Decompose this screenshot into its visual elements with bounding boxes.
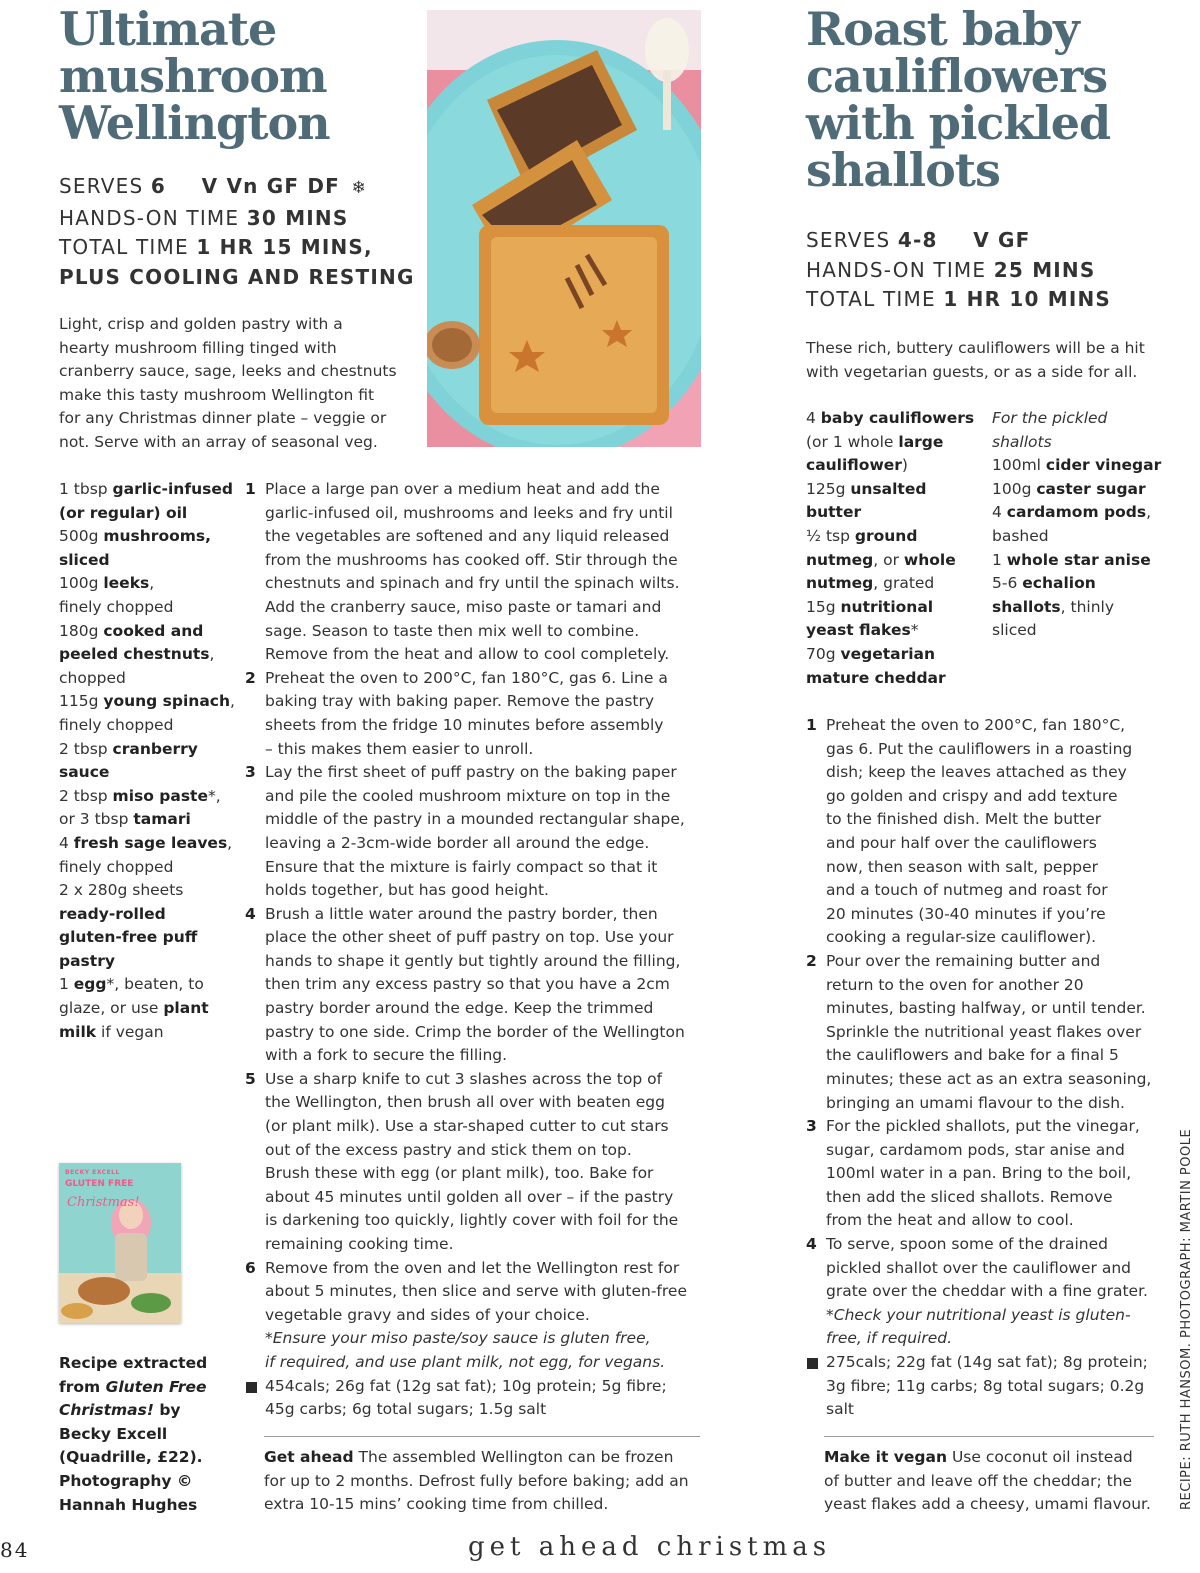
ingredient-line: sliced [992,621,1037,640]
method-step: 1 Preheat the oven to 200°C, fan 180°C, [806,714,1151,738]
diet-tags: V Vn GF DF [201,174,341,198]
ingredient-line: nutmeg, grated [806,574,935,593]
footnote: *Ensure your miso paste/soy sauce is gluten free, [265,1329,651,1348]
step-number: 1 [806,716,817,734]
method-step-line: sugar, cardamom pods, star anise and [826,1140,1125,1159]
ingredient-line: glaze, or use plant [59,999,209,1018]
method-step-line: about 45 minutes until golden all over – if the pastry [265,1187,674,1206]
wellington-photo [427,10,701,447]
ingredient-line: from Gluten Free [59,1377,207,1396]
recipe-meta-wellington: SERVES 6 V Vn GF DF ❄ HANDS-ON TIME 30 MINS TOTAL TIME 1 HR 15 MINS, PLUS COOLING AND RESTING [59,174,415,289]
recipe-intro-wellington: Light, crisp and golden pastry with a hearty mushroom filling tinged with cranberry sauce, sage, leeks and chestnuts make this tasty mushroom Wellington fit for any Christmas dinner plate – veggie or not. Serve with an array of seasonal veg. [59,315,397,451]
ingredient-line: 15g nutritional [806,597,934,616]
method-step: 3 For the pickled shallots, put the vinegar, [806,1115,1151,1139]
method-step-line: place the other sheet of puff pastry on top. Use your [265,928,674,947]
method-step-line: with a fork to secure the filling. [265,1046,508,1065]
recipe-intro-cauliflowers: These rich, buttery cauliflowers will be a hit with vegetarian guests, or as a side for all. [806,339,1145,381]
ingredient-line: 180g cooked and [59,621,204,640]
method-step-line: garlic-infused oil, mushrooms and leeks and fry until [265,503,673,522]
method-step-line: sage. Season to taste then mix well to combine. [265,621,640,640]
wellington-photo-image [427,10,701,447]
method-step-line: the vegetables are softened and any liquid released [265,527,670,546]
method-step-line: – this makes them easier to unroll. [265,739,534,758]
recipe-title-cauliflowers: Roast baby cauliflowers with pickled shallots [806,2,1111,197]
ingredient-line: bashed [992,526,1049,545]
method-step-line: chestnuts and spinach and fry until the spinach wilts. [265,574,680,593]
method-cauliflowers [806,714,1151,1422]
method-step-line: (or plant milk). Use a star-shaped cutter to cut stars [265,1117,669,1136]
ingredient-line: 125g unsalted [806,479,927,498]
method-step-line: and pour half over the cauliflowers [826,833,1097,852]
method-step-line: Add the cranberry sauce, miso paste or tamari and [265,597,662,616]
method-step-line: sheets from the fridge 10 minutes before assembly [265,715,664,734]
ingredient-line: 70g vegetarian [806,644,936,663]
nutrition-info: 3g fibre; 11g carbs; 8g total sugars; 0.2g [826,1376,1145,1395]
section-footer: get ahead christmas [468,1532,832,1562]
method-step-line: return to the oven for another 20 [826,975,1084,994]
step-number: 3 [806,1117,817,1136]
ingredient-line: (or 1 whole large [806,432,944,451]
book-cover-script: Christmas! [67,1195,140,1210]
ingredient-line: shallots, thinly [992,597,1115,616]
ingredient-line: cauliflower) [806,456,908,475]
method-step-line: vegetable gravy and sides of your choice. [265,1305,590,1324]
ingredient-line: yeast flakes* [806,621,919,640]
step-number: 4 [806,1235,817,1254]
method-step: 6 Remove from the oven and let the Wellington rest for [245,1257,687,1281]
method-step-line: pastry border around the edge. Keep the trimmed [265,999,654,1018]
method-step-line: to the finished dish. Melt the butter [826,810,1102,829]
method-step-line: 100ml water in a pan. Bring to the boil, [826,1164,1132,1183]
method-step: 4 To serve, spoon some of the drained [806,1233,1151,1257]
ingredient-line: peeled chestnuts, [59,645,215,664]
ingredient-line: 100ml cider vinegar [992,456,1162,475]
method-step-line: now, then season with salt, pepper [826,857,1099,876]
ingredient-line: 1 egg*, beaten, to [59,975,204,994]
nutrition-info: salt [826,1400,854,1419]
method-step-line: Brush these with egg (or plant milk), too. Bake for [265,1164,654,1183]
square-bullet-icon [807,1358,818,1369]
ingredient-line: Christmas! by [59,1401,181,1420]
method-step-line: minutes, basting halfway, or until tender. [826,999,1146,1018]
ingredient-line: mature cheddar [806,668,946,687]
method-step-line: pickled shallot over the cauliflower and [826,1258,1131,1277]
pickled-shallots-heading: For the pickled [992,409,1108,427]
square-bullet-icon [246,1382,257,1393]
method-step-line: 20 minutes (30-40 minutes if you’re [826,904,1106,923]
ingredient-line: Becky Excell [59,1424,168,1443]
ingredient-line: finely chopped [59,715,174,734]
ingredient-line: 2 x 280g sheets [59,881,184,900]
step-number: 6 [245,1258,256,1277]
footnote: *Check your nutritional yeast is gluten- [826,1305,1131,1324]
ingredient-line: milk if vegan [59,1022,164,1041]
ingredients-cauliflowers [806,407,974,690]
step-number: 2 [245,668,256,687]
method-step-line: bringing an umami flavour to the dish. [826,1093,1125,1112]
recipe-title-wellington: Ultimate mushroom Wellington [59,2,330,150]
method-step-line: from the mushrooms has cooked off. Stir through the [265,550,678,569]
method-step-line: gas 6. Put the cauliflowers in a roasting [826,739,1133,758]
ingredient-line: Recipe extracted [59,1354,208,1372]
ingredient-line: finely chopped [59,597,174,616]
method-wellington [245,478,687,1422]
step-number: 4 [245,904,256,923]
method-step-line: holds together, but has good height. [265,881,549,900]
recipe-meta-cauliflowers: SERVES 4-8 V GF HANDS-ON TIME 25 MINS TOTAL TIME 1 HR 10 MINS [806,228,1112,311]
ingredient-line: 4 cardamom pods, [992,503,1151,522]
footnote: if required, and use plant milk, not egg, for vegans. [265,1352,666,1371]
ingredient-line: 4 fresh sage leaves, [59,833,233,852]
ingredient-line: pastry [59,951,115,970]
method-step-line: from the heat and allow to cool. [826,1211,1074,1230]
method-step: 4 Brush a little water around the pastry border, then [245,903,687,927]
method-step-line: hands to shape it gently but tightly around the filling, [265,951,681,970]
footnote: free, if required. [826,1329,952,1348]
ingredient-line: butter [806,503,862,522]
ingredients-pickled-shallots: For the pickled shallots 100ml cider vinegar 100g caster sugar 4 cardamom pods, bashed 1 whole star anise 5-6 echalion shallots, thinly sliced [992,407,1161,643]
ingredient-line: (or regular) oil [59,503,188,522]
ingredient-line: 1 tbsp garlic-infused [59,480,233,498]
book-credit [59,1352,207,1517]
ingredients-wellington [59,478,235,1044]
method-step-line: is darkening too quickly, lightly cover with foil for the [265,1211,679,1230]
method-step-line: leaving a 2-3cm-wide border all around the edge. [265,833,650,852]
ingredient-line: ½ tsp ground [806,526,918,545]
make-it-vegan-tip: Make it vegan Use coconut oil instead of butter and leave off the cheddar; the yeast flakes add a cheesy, umami flavour. [824,1448,1151,1514]
ingredient-line: gluten-free puff [59,928,198,947]
ingredient-line: (Quadrille, £22). [59,1448,203,1467]
book-cover-image [59,1163,181,1323]
method-step-line: Sprinkle the nutritional yeast flakes over [826,1022,1142,1041]
method-step-line: then add the sliced shallots. Remove [826,1187,1113,1206]
method-step-line: Remove from the heat and allow to cool completely. [265,645,670,664]
side-credit: RECIPE: RUTH HANSOM. PHOTOGRAPH: MARTIN POOLE [1179,1128,1194,1510]
nutrition-info: 454cals; 26g fat (12g sat fat); 10g protein; 5g fibre; [245,1375,687,1399]
method-step-line: go golden and crispy and add texture [826,786,1118,805]
method-step-line: the Wellington, then brush all over with beaten egg [265,1093,665,1112]
ingredient-line: 500g mushrooms, [59,527,212,546]
ingredient-line: 100g caster sugar [992,479,1146,498]
book-cover-author: BECKY EXCELL [65,1169,120,1176]
ingredient-line: nutmeg, or whole [806,550,956,569]
ingredient-line: Hannah Hughes [59,1495,198,1514]
method-step: 5 Use a sharp knife to cut 3 slashes across the top of [245,1068,687,1092]
ingredient-line: finely chopped [59,857,174,876]
method-step: 3 Lay the first sheet of puff pastry on the baking paper [245,761,687,785]
ingredient-line: 2 tbsp miso paste*, [59,786,221,805]
method-step-line: grate over the cheddar with a fine grater. [826,1282,1148,1301]
ingredient-line: sliced [59,550,110,569]
method-step-line: cooking a regular-size cauliflower). [826,928,1097,947]
divider [824,1436,1154,1437]
get-ahead-tip: Get ahead The assembled Wellington can be frozen for up to 2 months. Defrost fully before baking; add an extra 10-15 mins’ cooking time from chilled. [264,1448,689,1514]
method-step: 2 Preheat the oven to 200°C, fan 180°C, gas 6. Line a [245,667,687,691]
method-step-line: minutes; these act as an extra seasoning, [826,1069,1152,1088]
page-number: 84 [0,1538,30,1562]
method-step-line: Ensure that the mixture is fairly compact so that it [265,857,658,876]
nutrition-info: 45g carbs; 6g total sugars; 1.5g salt [265,1400,547,1419]
method-step-line: out of the excess pastry and stick them on top. [265,1140,632,1159]
method-step-line: and pile the cooled mushroom mixture on top in the [265,786,671,805]
method-step-line: and a touch of nutmeg and roast for [826,881,1108,900]
ingredient-line: 1 whole star anise [992,550,1151,569]
nutrition-info: 275cals; 22g fat (14g sat fat); 8g protein; [806,1351,1151,1375]
method-step-line: baking tray with baking paper. Remove the pastry [265,692,655,711]
ingredient-line: 5-6 echalion [992,574,1096,593]
ingredient-line: ready-rolled [59,904,166,923]
method-step-line: then trim any excess pastry so that you have a 2cm [265,975,670,994]
snowflake-freeze-icon: ❄ [351,178,368,198]
step-number: 1 [245,480,256,498]
divider [264,1436,700,1437]
ingredient-line: 4 baby cauliflowers [806,409,975,427]
ingredient-line: 100g leeks, [59,574,155,593]
method-step: 2 Pour over the remaining butter and [806,950,1151,974]
method-step-line: middle of the pastry in a mounded rectangular shape, [265,810,685,829]
diet-tags: V GF [973,228,1031,252]
ingredient-line: 115g young spinach, [59,692,235,711]
method-step-line: dish; keep the leaves attached as they [826,763,1127,782]
method-step-line: pastry to one side. Crimp the border of the Wellington [265,1022,685,1041]
book-cover-title: GLUTEN FREE [65,1179,134,1189]
method-step-line: remaining cooking time. [265,1235,454,1253]
method-step-line: about 5 minutes, then slice and serve with gluten-free [265,1282,687,1301]
method-step: 1 Place a large pan over a medium heat and add the [245,478,687,502]
ingredient-line: 2 tbsp cranberry [59,739,198,758]
method-step-line: the cauliflowers and bake for a final 5 [826,1046,1119,1065]
ingredient-line: or 3 tbsp tamari [59,810,191,829]
step-number: 2 [806,951,817,970]
step-number: 5 [245,1069,256,1088]
ingredient-line: Photography © [59,1471,193,1490]
step-number: 3 [245,763,256,782]
ingredient-line: chopped [59,668,126,687]
ingredient-line: sauce [59,763,110,782]
